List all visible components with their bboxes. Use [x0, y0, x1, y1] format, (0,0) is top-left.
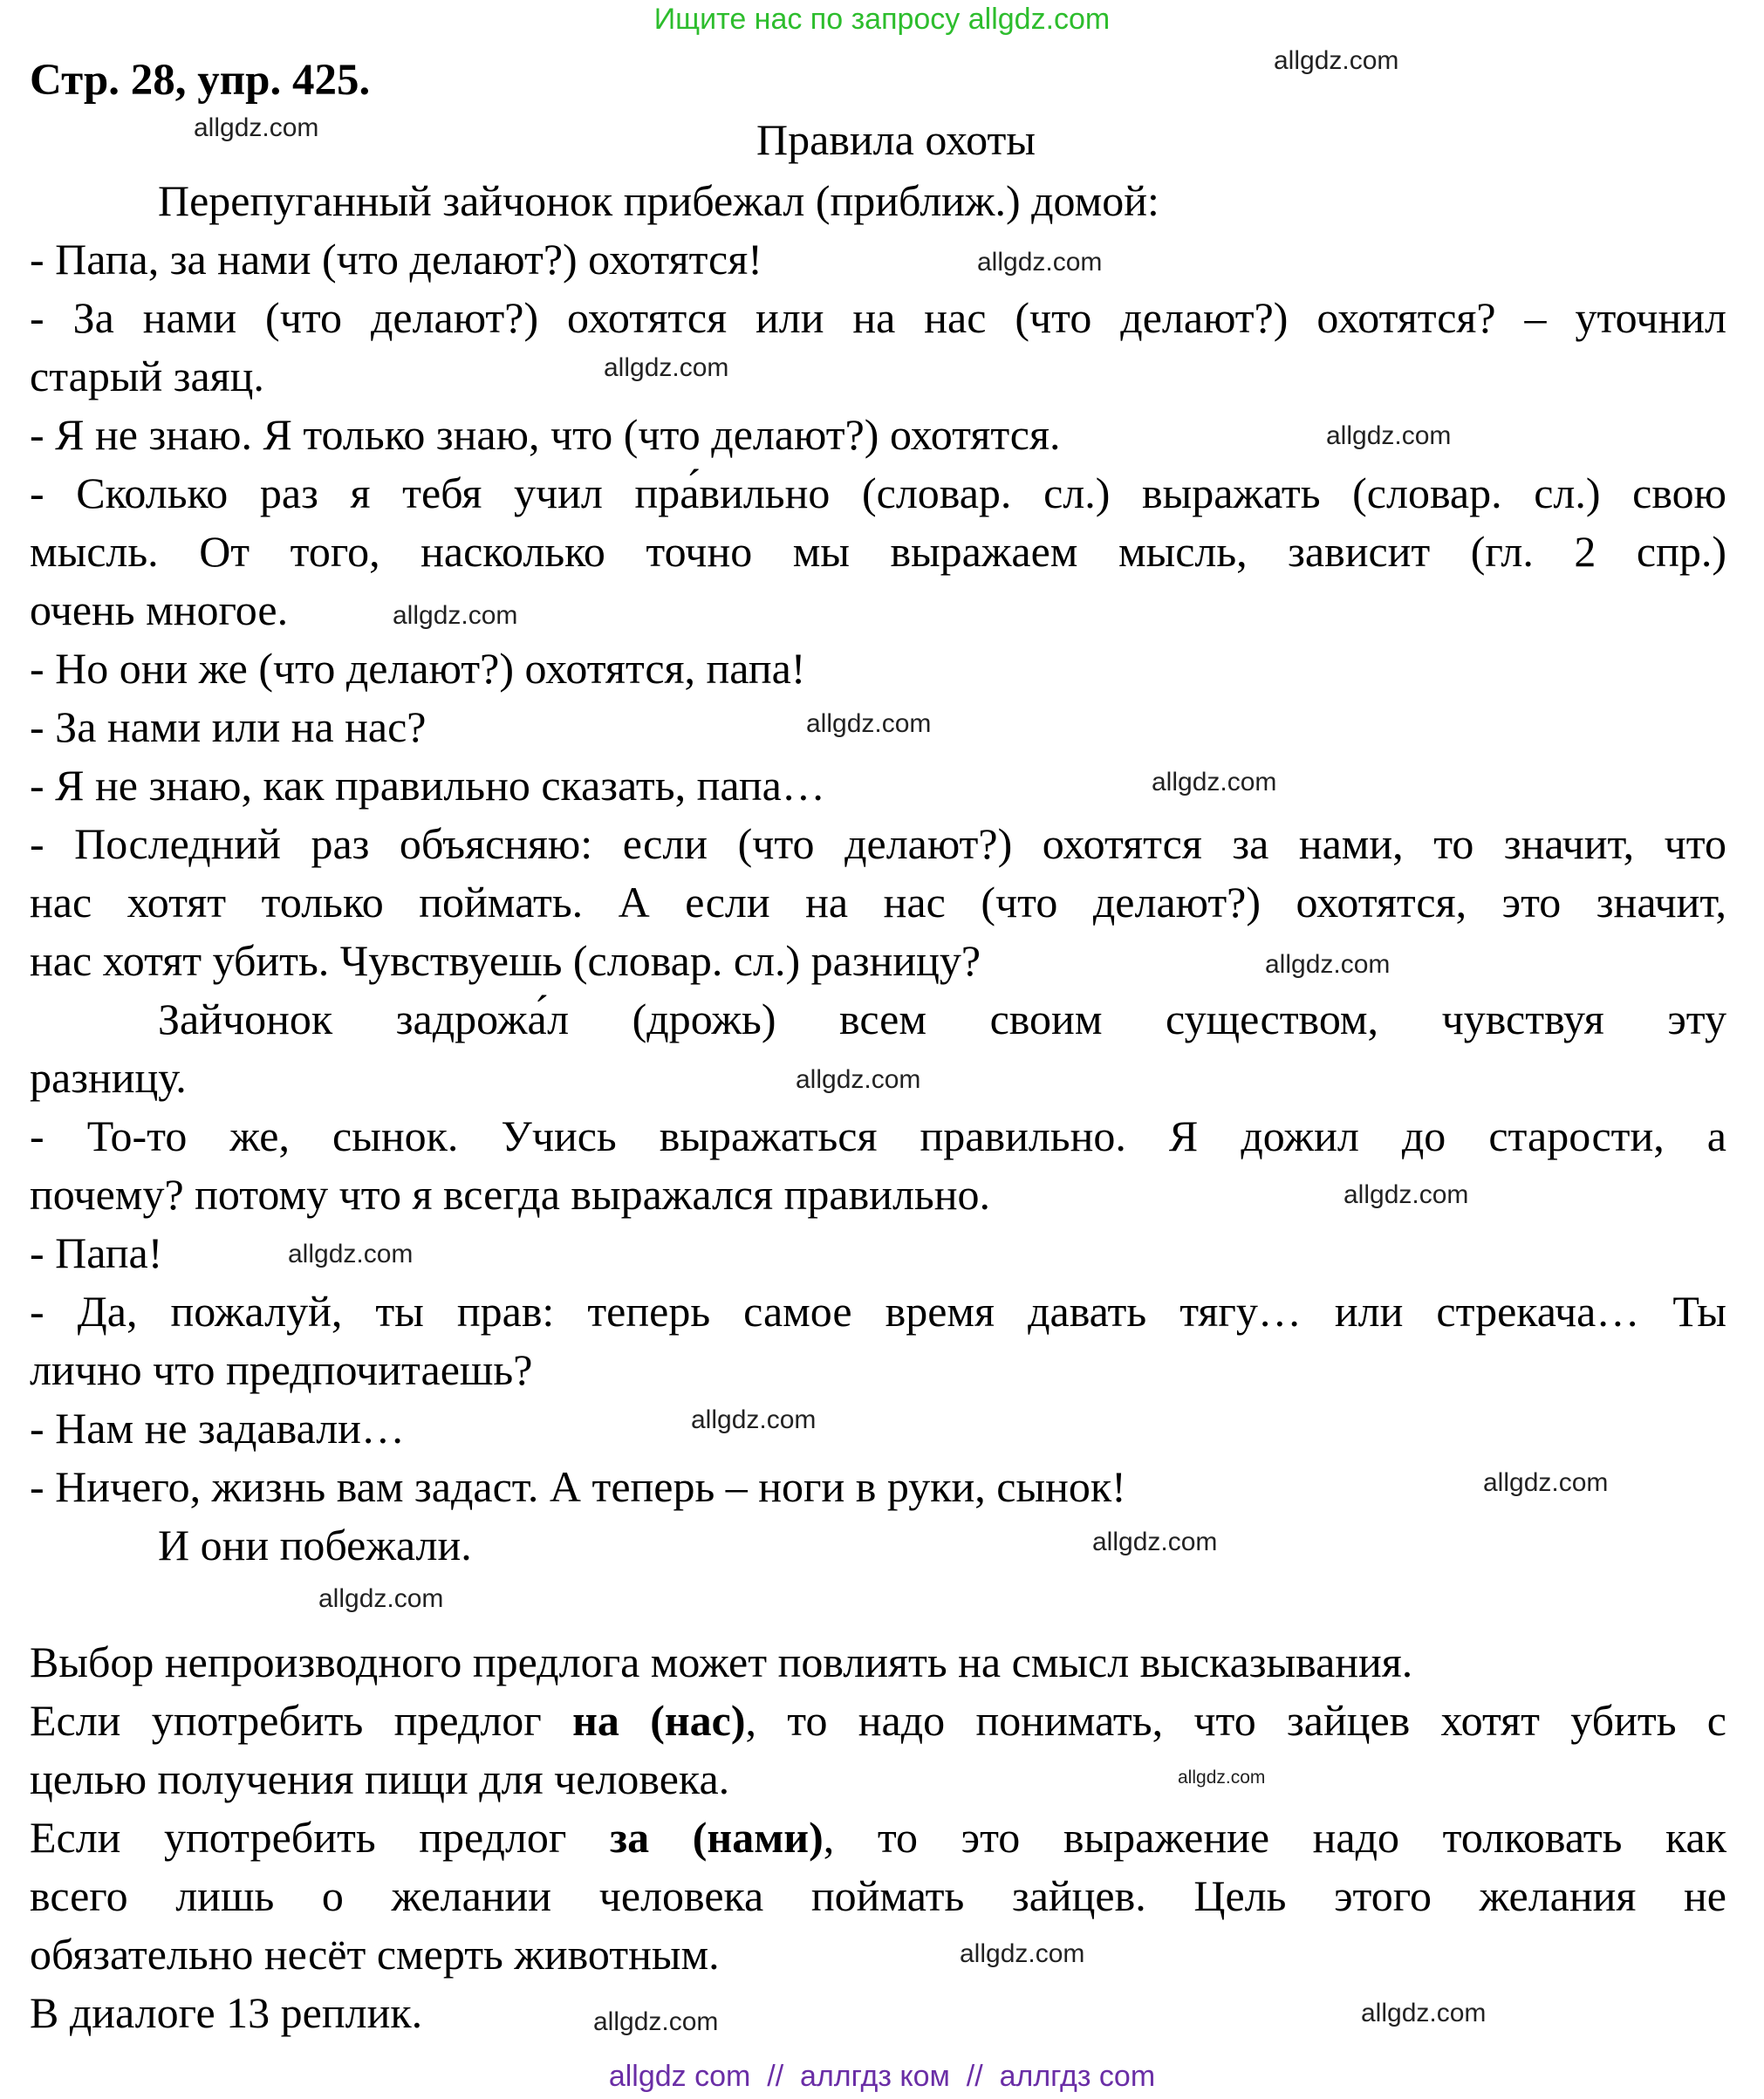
text-line: - Нам не задавали… [30, 1404, 405, 1453]
text-line: - Я не знаю, как правильно сказать, папа… [30, 761, 825, 810]
watermark: allgdz.com [1152, 768, 1277, 797]
watermark: allgdz.com [960, 1939, 1085, 1968]
text-line: Перепуганный зайчонок прибежал (приближ.) домой: [158, 176, 1159, 225]
text-segment: , то надо понимать, что зайцев хотят убить с [745, 1696, 1726, 1745]
text-line: - Папа, за нами (что делают?) охотятся! [30, 235, 762, 284]
bold-preposition: на (нас) [572, 1696, 746, 1745]
exercise-title: Стр. 28, упр. 425. [30, 56, 371, 105]
text-line: - За нами или на нас? [30, 702, 427, 751]
watermark: allgdz.com [806, 709, 932, 738]
bold-preposition: за (нами) [610, 1813, 824, 1862]
text-line: - За нами (что делают?) охотятся или на нас (что делают?) охотятся? – уточнил [30, 293, 1726, 342]
text-line-na [30, 1692, 1726, 1750]
text-segment: , то это выражение надо толковать как [823, 1813, 1726, 1862]
text-line: - Последний раз объясняю: если (что делают?) охотятся за нами, то значит, что [30, 819, 1726, 868]
text-line: - Сколько раз я тебя учил пра́вильно (словар. сл.) выражать (словар. сл.) свою [30, 468, 1726, 517]
text-line: И они побежали. [158, 1521, 472, 1569]
watermark: allgdz.com [1274, 46, 1399, 75]
text-line: лично что предпочитаешь? [30, 1345, 533, 1394]
text-line: очень многое. [30, 585, 289, 634]
text-line: мысль. От того, насколько точно мы выражаем мысль, зависит (гл. 2 спр.) [30, 527, 1726, 576]
text-line: обязательно несёт смерть животным. [30, 1930, 720, 1979]
text-line: - Ничего, жизнь вам задаст. А теперь – ноги в руки, сынок! [30, 1462, 1126, 1511]
text-heading: Правила охоты [756, 115, 1036, 164]
text-line: В диалоге 13 реплик. [30, 1988, 423, 2037]
footer-links: allgdz com // аллгдз ком // аллгдз com [608, 2060, 1156, 2093]
text-line: целью получения пищи для человека. [30, 1754, 730, 1803]
text-line: Зайчонок задрожа́л (дрожь) всем своим существом, чувствуя эту [158, 995, 1726, 1043]
text-line: разницу. [30, 1053, 187, 1102]
search-banner: Ищите нас по запросу allgdz.com [653, 3, 1111, 36]
watermark: allgdz.com [977, 248, 1103, 277]
watermark: allgdz.com [1326, 421, 1452, 450]
watermark: allgdz.com [1344, 1180, 1469, 1209]
text-line: - Я не знаю. Я только знаю, что (что делают?) охотятся. [30, 410, 1061, 459]
text-line: всего лишь о желании человека поймать зайцев. Цель этого желания не [30, 1871, 1726, 1920]
text-line: - Но они же (что делают?) охотятся, папа! [30, 644, 806, 693]
blank-line [30, 1575, 1726, 1633]
text-line: - Да, пожалуй, ты прав: теперь самое время давать тягу… или стрекача… Ты [30, 1287, 1726, 1336]
text-line-za [30, 1808, 1726, 1867]
text-line: нас хотят только поймать. А если на нас (что делают?) охотятся, это значит, [30, 878, 1726, 926]
watermark: allgdz.com [1265, 950, 1391, 979]
text-line: - Папа! [30, 1228, 163, 1277]
text-segment: Если употребить предлог [30, 1813, 611, 1862]
text-line: нас хотят убить. Чувствуешь (словар. сл.) разницу? [30, 936, 981, 985]
text-segment: Если употребить предлог [30, 1696, 573, 1745]
text-line: Выбор непроизводного предлога может повлиять на смысл высказывания. [30, 1637, 1413, 1686]
watermark: allgdz.com [318, 1584, 444, 1613]
watermark: allgdz.com [194, 113, 319, 142]
watermark: allgdz.com [796, 1065, 921, 1094]
watermark: allgdz.com [691, 1405, 817, 1434]
exercise-text [30, 172, 1726, 2042]
watermark: allgdz.com [1178, 1767, 1266, 1788]
text-line: почему? потому что я всегда выражался правильно. [30, 1170, 990, 1219]
watermark: allgdz.com [288, 1240, 414, 1268]
watermark: allgdz.com [593, 2007, 719, 2036]
watermark: allgdz.com [393, 601, 518, 630]
text-line: - То-то же, сынок. Учись выражаться правильно. Я дожил до старости, а [30, 1111, 1726, 1160]
watermark: allgdz.com [1361, 1999, 1487, 2027]
watermark: allgdz.com [1092, 1528, 1218, 1556]
watermark: allgdz.com [1483, 1468, 1609, 1497]
text-line: старый заяц. [30, 352, 264, 400]
watermark: allgdz.com [604, 353, 729, 382]
